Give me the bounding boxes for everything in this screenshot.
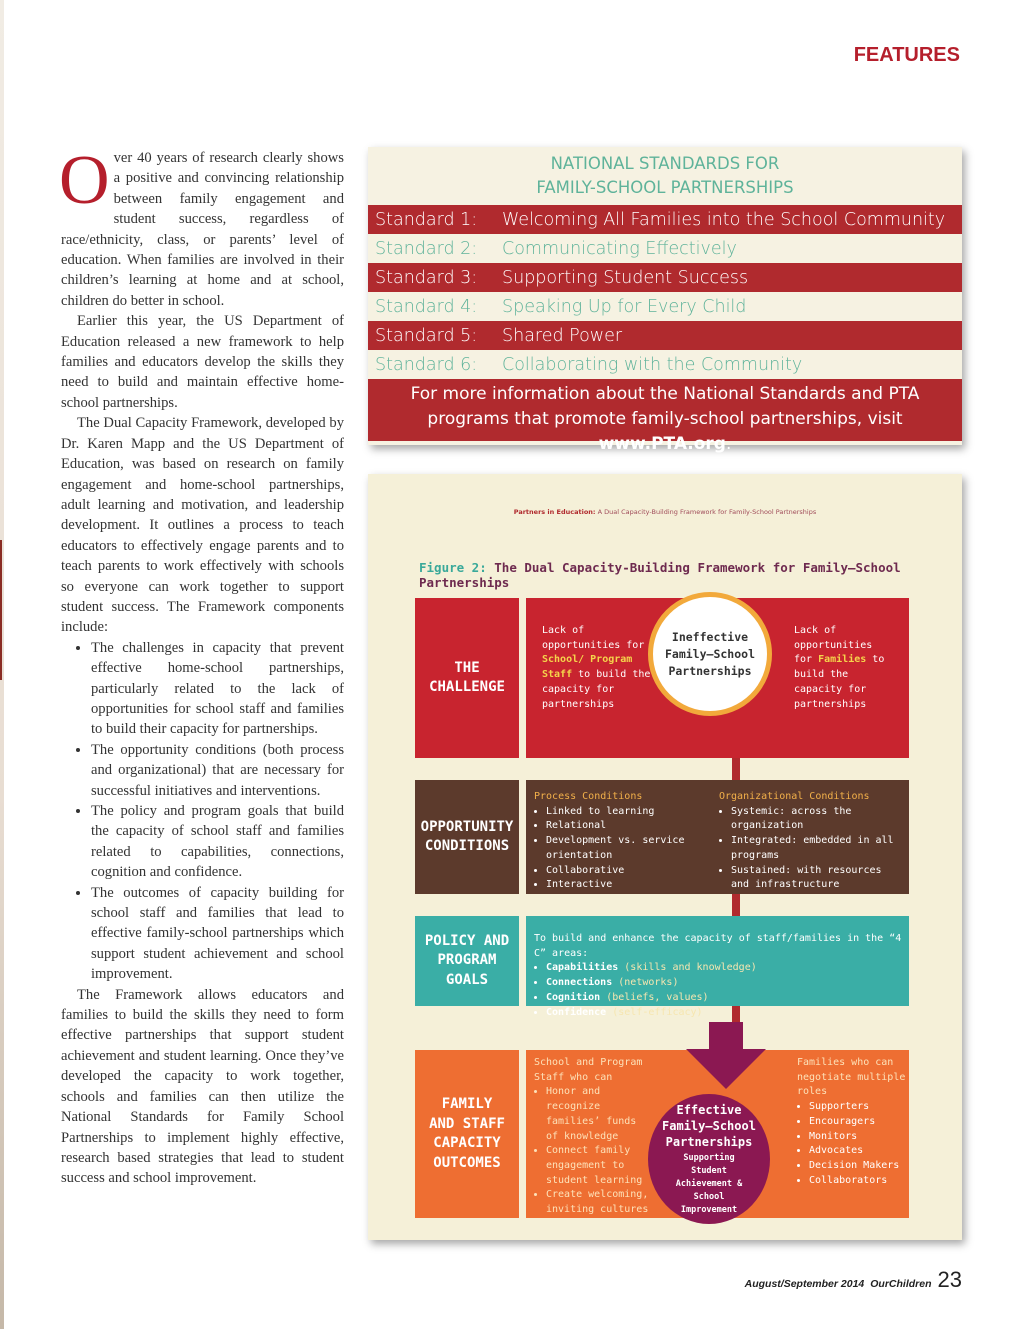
process-title: Process Conditions <box>534 791 643 802</box>
row-label-line: OPPORTUNITY <box>420 818 514 835</box>
row-label-line: OUTCOMES <box>433 1154 501 1171</box>
standard-name: Collaborating with the Community <box>502 354 803 375</box>
framework-figure <box>368 474 962 1240</box>
list-item: • Encouragers <box>809 1115 907 1130</box>
circle-line: Family–School <box>662 1118 756 1133</box>
challenge-text: to build the capacity for partnerships <box>542 669 651 710</box>
policy-panel <box>526 916 909 1018</box>
circle-line: Family–School <box>664 646 755 661</box>
row-label-line: THE <box>454 659 480 676</box>
article-paragraph: The Dual Capacity Framework, developed by Dr. Karen Mapp and the US Department of Education, was based on research on family engagement and home-school partnerships, adult learning and motivation, and leadership development. It outlines a process to teach educators to effectively engage parents and to teach parents to work effectively with schools so everyone can work together to support student success. The Framework components include: <box>61 415 344 636</box>
standards-title <box>368 147 962 205</box>
list-item: • Collaborators <box>809 1174 907 1189</box>
arrow-stem <box>709 1022 743 1052</box>
standards-box <box>368 147 962 454</box>
row-label-line: CAPACITY <box>433 1135 501 1151</box>
challenge-label <box>415 598 519 758</box>
standard-row <box>368 234 962 263</box>
challenge-text: Lack of opportunities for <box>542 625 645 651</box>
dropcap: O <box>59 142 110 219</box>
org-title: Organizational Conditions <box>719 791 870 802</box>
standards-footer <box>368 379 962 454</box>
article-paragraph: Earlier this year, the US Department of Education released a new framework to help families and educators develop the skills they need to build and maintain effective home-school partnerships. <box>61 313 344 411</box>
list-item: • Linked to learning <box>546 805 719 820</box>
outcomes-title: School and Program Staff who can <box>534 1057 643 1083</box>
row-label-line: GOALS <box>445 971 489 988</box>
standard-name: Speaking Up for Every Child <box>502 296 747 317</box>
list-item: • Advocates <box>809 1144 907 1159</box>
circle-subtitle: Supporting Student Achievement & School Improvement <box>675 1152 743 1215</box>
circle-line: Partnerships <box>668 663 752 678</box>
policy-intro: To build and enhance the capacity of staff/families in the “4 C” areas: <box>534 933 902 959</box>
list-item: • The challenges in capacity that prevent effective home-school partnerships, particularly related to the lack of opportunities for school staff and families to build their capacity for partnerships. <box>91 638 344 740</box>
standards-footer-end: . <box>725 434 732 454</box>
standards-footer-text: For more information about the National Standards and PTA programs that promote family-school partnerships, visit <box>410 384 920 429</box>
challenge-highlight: Families <box>818 654 867 666</box>
challenge-highlight: School/ Program Staff <box>542 654 633 681</box>
standard-row <box>368 350 962 379</box>
list-item: • Relational <box>546 819 719 834</box>
circle-line: Partnerships <box>665 1134 753 1149</box>
family-challenge <box>794 624 894 712</box>
standard-number: Standard 4: <box>375 296 478 317</box>
policy-term: Confidence <box>546 1006 607 1018</box>
pta-link[interactable]: www.PTA.org <box>598 434 726 454</box>
figure-header <box>368 508 962 516</box>
down-arrow-icon <box>686 1049 766 1089</box>
policy-desc: (self-efficacy) <box>612 1006 703 1018</box>
standard-name: Welcoming All Families into the School Community <box>502 209 946 230</box>
staff-challenge <box>542 624 652 712</box>
framework-list <box>61 638 344 985</box>
family-outcomes <box>797 1056 907 1188</box>
circle-line: Effective <box>676 1102 742 1117</box>
standard-number: Standard 6: <box>375 354 478 375</box>
list-item: • Monitors <box>809 1130 907 1145</box>
list-item <box>546 1006 904 1021</box>
page-number: 23 <box>937 1267 962 1292</box>
standard-row <box>368 321 962 350</box>
policy-term: Connections <box>546 977 613 989</box>
opportunity-panel <box>526 780 909 894</box>
standards-title-line: FAMILY-SCHOOL PARTNERSHIPS <box>536 178 794 197</box>
standard-name: Supporting Student Success <box>502 267 749 288</box>
ineffective-partnerships-circle <box>648 592 772 716</box>
list-item <box>546 961 904 976</box>
policy-desc: (networks) <box>618 977 679 989</box>
standard-row <box>368 292 962 321</box>
effective-partnerships-circle <box>648 1094 770 1224</box>
standard-name: Shared Power <box>502 325 623 346</box>
staff-outcomes <box>534 1056 654 1218</box>
outcomes-label <box>415 1050 519 1218</box>
process-conditions <box>534 790 719 893</box>
circle-line: Ineffective <box>671 629 749 644</box>
list-item: • Systemic: across the organization <box>731 805 904 834</box>
standard-number: Standard 3: <box>375 267 478 288</box>
figure-title: The Dual Capacity-Building Framework for Family–School Partnerships <box>419 560 901 590</box>
page-footer <box>745 1267 962 1293</box>
standard-number: Standard 1: <box>375 209 478 230</box>
list-item: • The policy and program goals that build the capacity of school staff and families related to capabilities, connections, cognition and confidence. <box>91 801 344 883</box>
list-item: • The opportunity conditions (both process and organizational) that are necessary for successful initiatives and interventions. <box>91 740 344 801</box>
policy-desc: (beliefs, values) <box>606 991 709 1003</box>
challenge-text: Lack of opportunities for <box>794 625 873 666</box>
issue-date: August/September 2014 <box>744 1278 865 1290</box>
figure-caption <box>419 560 962 590</box>
policy-term: Cognition <box>546 991 601 1003</box>
list-item: • Sustained: with resources and infrastructure <box>731 864 904 893</box>
row-label-line: POLICY AND <box>424 932 510 949</box>
policy-desc: (skills and knowledge) <box>624 962 757 974</box>
standard-number: Standard 5: <box>375 325 478 346</box>
row-label-line: AND STAFF <box>429 1115 505 1132</box>
list-item: • Decision Makers <box>809 1159 907 1174</box>
standard-row <box>368 205 962 234</box>
outcomes-title: Families who can negotiate multiple roles <box>797 1057 906 1098</box>
list-item: • Create welcoming, inviting cultures <box>546 1188 654 1217</box>
row-label-line: CONDITIONS <box>424 838 510 854</box>
list-item: • Honor and recognize families’ funds of knowledge <box>546 1085 654 1144</box>
list-item: • Interactive <box>546 878 719 893</box>
policy-label <box>415 916 519 1006</box>
row-label-line: CHALLENGE <box>429 679 505 695</box>
article-body <box>59 142 344 1189</box>
figure-header-rest: A Dual Capacity-Building Framework for Family-School Partnerships <box>597 508 817 516</box>
standard-number: Standard 2: <box>375 238 478 259</box>
policy-goals <box>534 932 904 1020</box>
list-item: • Connect family engagement to student learning <box>546 1144 654 1188</box>
article-paragraph <box>59 142 344 311</box>
list-item <box>546 991 904 1006</box>
article-paragraph: The Framework allows educators and families to build the skills they need to form effective partnerships that support student achievement and student learning. Once they’ve developed the capacity to work together, schools and families can then utilize the National Standards for Family School Partnerships to implement highly effective, research based strategies that lead to student success and school improvement. <box>61 986 344 1187</box>
paragraph-text: ver 40 years of research clearly shows a positive and convincing relationship between family engagement and student success, regardless of race/ethnicity, class, or parents’ level of education. When families are involved in their children’s learning at home and at school, children do better in school. <box>61 150 344 309</box>
organizational-conditions <box>719 790 904 893</box>
figure-header-bold: Partners in Education: <box>513 508 596 516</box>
challenge-text: to build the capacity for partnerships <box>794 654 885 710</box>
figure-number: Figure 2: <box>419 560 487 575</box>
list-item: • Supporters <box>809 1100 907 1115</box>
list-item: • Collaborative <box>546 864 719 879</box>
magazine-name: OurChildren <box>870 1278 932 1290</box>
standards-title-line: NATIONAL STANDARDS FOR <box>550 154 780 173</box>
standard-name: Communicating Effectively <box>502 238 737 259</box>
list-item: • Development vs. service orientation <box>546 834 719 863</box>
row-label-line: FAMILY <box>441 1096 493 1112</box>
standard-row <box>368 263 962 292</box>
section-label: FEATURES <box>853 44 960 66</box>
list-item: • The outcomes of capacity building for school staff and families that lead to effective family-school partnerships which support student achievement and school improvement. <box>91 883 344 985</box>
row-label-line: PROGRAM <box>437 952 497 969</box>
list-item <box>546 976 904 991</box>
policy-term: Capabilities <box>546 962 619 974</box>
opportunity-label <box>415 780 519 894</box>
page-edge-accent <box>0 540 2 680</box>
list-item: • Integrated: embedded in all programs <box>731 834 904 863</box>
